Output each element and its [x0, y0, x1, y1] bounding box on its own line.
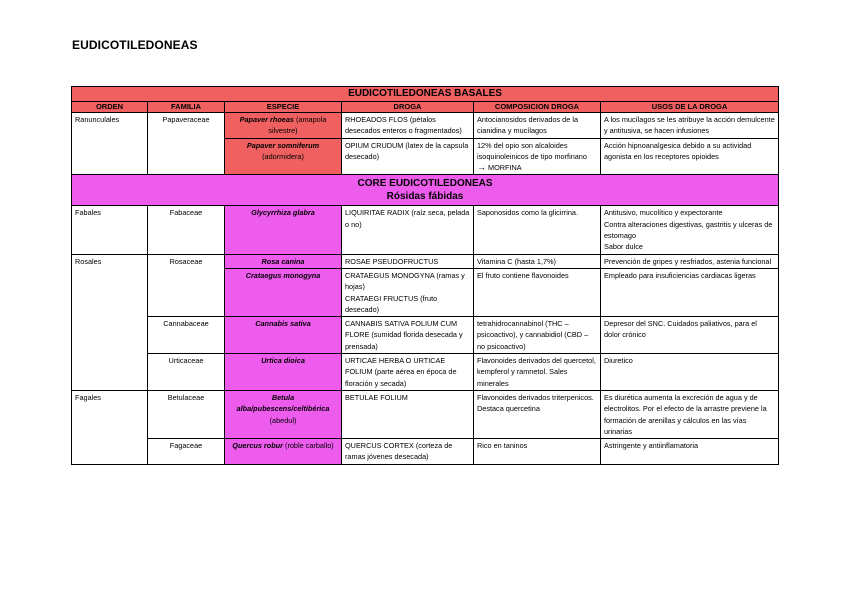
orden-cell: Ranunculales — [72, 113, 148, 175]
table-row — [72, 439, 779, 465]
species-name: Cannabis sativa — [255, 319, 311, 329]
table-row — [72, 206, 779, 254]
usos-cell: Depresor del SNC. Cuidados paliativos, para el dolor crónico — [601, 317, 779, 354]
usos-cell: Prevención de gripes y resfriados, astenia funcional — [601, 254, 779, 268]
composicion-cell: Flavonoides derivados del quercetol, kempferol y ramnetol. Sales minerales — [474, 354, 601, 391]
usos-cell: Es diurética aumenta la excreción de agua y de electrolitos. Por el efecto de la arrastre previene la formación de arenillas y cálculos en las vías urinarias — [601, 390, 779, 438]
familia-cell: Cannabaceae — [148, 317, 225, 354]
especie-cell — [225, 439, 342, 465]
especie-cell — [225, 317, 342, 354]
familia-cell: Papaveraceae — [148, 113, 225, 175]
section-core-title: CORE EUDICOTILEDONEAS — [357, 178, 493, 190]
table-row — [72, 254, 779, 268]
document-title: EUDICOTILEDONEAS — [72, 38, 198, 52]
especie-cell — [225, 206, 342, 254]
header-composicion: COMPOSICION DROGA — [474, 102, 601, 113]
table-row — [72, 390, 779, 438]
species-table — [71, 86, 779, 465]
usos-cell: Acción hipnoanalgesica debido a su actividad agonista en los receptores opioides — [601, 138, 779, 175]
usos-cell: Diuretico — [601, 354, 779, 391]
familia-cell: Rosaceae — [148, 254, 225, 316]
droga-cell: RHOEADOS FLOS (pétalos desecados enteros o fragmentados) — [342, 113, 474, 139]
composicion-cell: Antocianosidos derivados de la cianidina y mucílagos — [474, 113, 601, 139]
usos-cell — [601, 206, 779, 254]
especie-cell — [225, 268, 342, 316]
droga-cell: ROSAE PSEUDOFRUCTUS — [342, 254, 474, 268]
droga-line: CRATAEGI FRUCTUS (fruto desecado) — [345, 293, 438, 314]
section-header-basales: EUDICOTILEDONEAS BASALES — [72, 87, 779, 102]
especie-cell — [225, 354, 342, 391]
composicion-cell: tetrahidrocannabinol (THC – psicoactivo), y cannabidiol (CBD – no psicoactivo) — [474, 317, 601, 354]
column-header-row — [72, 102, 779, 113]
droga-cell: BETULAE FOLIUM — [342, 390, 474, 438]
composicion-cell: El fruto contiene flavonoides — [474, 268, 601, 316]
species-common-name: (adormidera) — [262, 151, 304, 161]
orden-cell: Fagales — [72, 390, 148, 464]
usos-line: Antitusivo, mucolítico y expectorante — [604, 208, 723, 218]
composition-text: 12% del opio son alcaloides isoquinoleinicos de tipo morfinano — [477, 140, 587, 161]
header-usos: USOS DE LA DROGA — [601, 102, 779, 113]
section-core-subtitle: Rósidas fábidas — [386, 191, 464, 203]
header-familia: FAMILIA — [148, 102, 225, 113]
species-name: Quercus robur — [232, 441, 283, 451]
header-droga: DROGA — [342, 102, 474, 113]
composicion-cell — [474, 138, 601, 175]
orden-cell: Rosales — [72, 254, 148, 390]
familia-cell: Fagaceae — [148, 439, 225, 465]
familia-cell: Betulaceae — [148, 390, 225, 438]
species-name: Papaver rhoeas — [239, 115, 294, 124]
usos-cell: Empleado para insuficiencias cardiacas ligeras — [601, 268, 779, 316]
droga-cell — [342, 268, 474, 316]
table-row — [72, 113, 779, 139]
droga-cell: LIQUIRITAE RADIX (raíz seca, pelada o no) — [342, 206, 474, 254]
usos-cell: A los mucílagos se les atribuye la acción demulcente y antitusiva, se hacen infusiones — [601, 113, 779, 139]
species-common-name: (abedul) — [269, 415, 297, 425]
droga-line: CRATAEGUS MONOGYNA (ramas y hojas) — [345, 270, 465, 292]
composicion-cell: Rico en taninos — [474, 439, 601, 465]
composicion-cell: Flavonoides derivados triterpenicos. Destaca quercetina — [474, 390, 601, 438]
especie-cell — [225, 138, 342, 175]
usos-cell: Astringente y antiinflamatoria — [601, 439, 779, 465]
droga-cell: QUERCUS CORTEX (corteza de ramas jóvenes desecada) — [342, 439, 474, 465]
species-common-name: (amapola silvestre) — [268, 115, 327, 136]
especie-cell — [225, 390, 342, 438]
species-name: Rosa canina — [261, 256, 305, 266]
arrow-icon: → — [477, 162, 486, 173]
orden-cell: Fabales — [72, 206, 148, 254]
table-row — [72, 354, 779, 391]
species-common-name: (roble carballo) — [282, 441, 334, 451]
familia-cell: Fabaceae — [148, 206, 225, 254]
composition-product: MORFINA — [486, 163, 522, 173]
familia-cell: Urticaceae — [148, 354, 225, 391]
usos-line: Contra alteraciones digestivas, gastritis y ulceras de estomago — [604, 219, 773, 241]
especie-cell — [225, 113, 342, 139]
header-especie: ESPECIE — [225, 102, 342, 113]
usos-line: Sabor dulce — [604, 242, 643, 252]
table-row — [72, 317, 779, 354]
droga-cell: URTICAE HERBA O URTICAE FOLIUM (parte aérea en época de floración y secada) — [342, 354, 474, 391]
droga-cell: CANNABIS SATIVA FOLIUM CUM FLORE (sumidad florida desecada y prensada) — [342, 317, 474, 354]
header-orden: ORDEN — [72, 102, 148, 113]
species-name: Glycyrrhiza glabra — [251, 208, 315, 218]
species-name: Betula alba/pubescens/celtibérica — [236, 392, 330, 414]
composicion-cell: Vitamina C (hasta 1,7%) — [474, 254, 601, 268]
composicion-cell: Saponosidos como la glicirrina. — [474, 206, 601, 254]
species-name: Urtica dioica — [261, 356, 305, 366]
droga-cell: OPIUM CRUDUM (latex de la capsula desecado) — [342, 138, 474, 175]
especie-cell — [225, 254, 342, 268]
species-name: Papaver somniferum — [246, 140, 320, 150]
species-name: Crataegus monogyna — [245, 270, 321, 280]
section-header-core — [72, 175, 779, 206]
